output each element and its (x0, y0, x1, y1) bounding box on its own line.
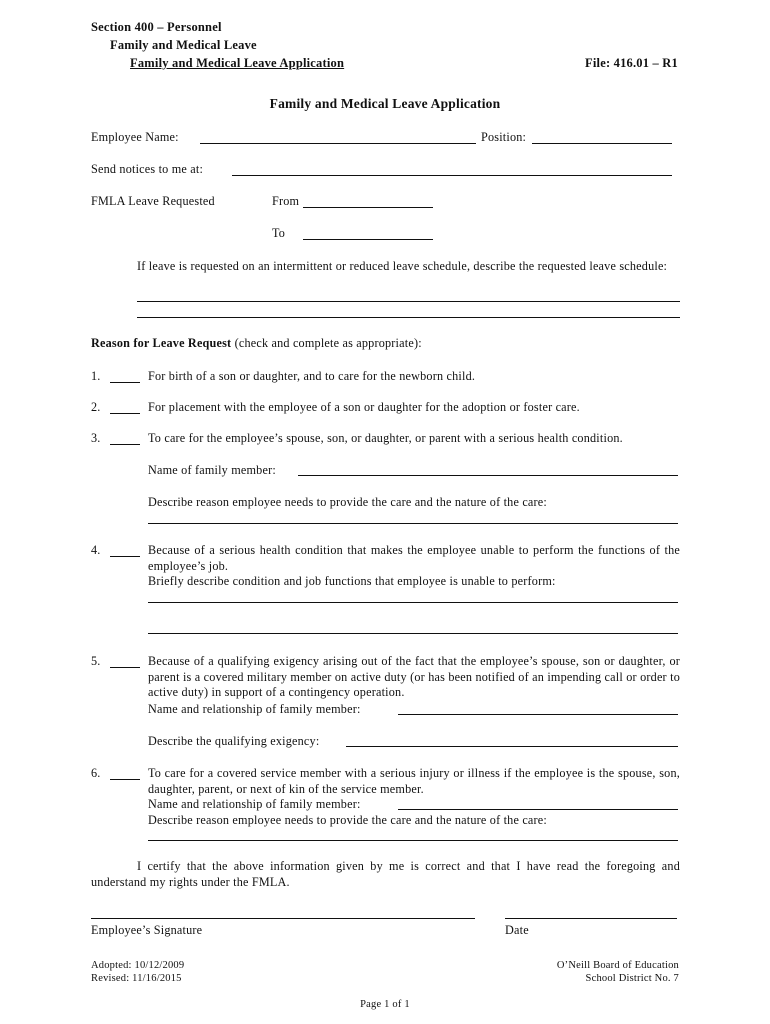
item-5-number: 5. (91, 654, 101, 668)
from-label: From (272, 194, 300, 208)
item-6-number: 6. (91, 766, 101, 780)
employee-signature-label: Employee’s Signature (91, 923, 203, 937)
date-line[interactable] (505, 918, 677, 919)
item-2-text: For placement with the employee of a son or daughter for the adoption or foster care. (148, 400, 580, 414)
item-3-care-reason-label: Describe reason employee needs to provide the care and the nature of the care: (148, 495, 547, 509)
policy-heading: Family and Medical Leave Application (130, 56, 345, 70)
send-notices-line[interactable] (232, 175, 672, 176)
page-title: Family and Medical Leave Application (269, 96, 501, 111)
item-3-care-reason-line[interactable] (148, 523, 678, 524)
employee-name-label: Employee Name: (91, 130, 179, 144)
item-3-number: 3. (91, 431, 101, 445)
leave-requested-label: FMLA Leave Requested (91, 194, 215, 208)
employee-signature-line[interactable] (91, 918, 475, 919)
item-6-family-member-label: Name and relationship of family member: (148, 797, 361, 811)
item-6-family-member-line[interactable] (398, 809, 678, 810)
reason-heading (91, 336, 422, 351)
subsection-heading: Family and Medical Leave (110, 38, 257, 52)
section-heading: Section 400 – Personnel (91, 20, 222, 34)
from-date-line[interactable] (303, 207, 433, 208)
item-5-family-member-label: Name and relationship of family member: (148, 702, 361, 716)
item-5-text: Because of a qualifying exigency arising out of the fact that the employee’s spouse, son or daughter, or parent is a covered military member on active duty (or has been notified of an impending call or order to active duty) in support of a contingency operation. (148, 654, 680, 699)
item-5-exigency-label: Describe the qualifying exigency: (148, 734, 320, 748)
item-1-checkbox[interactable] (110, 370, 140, 383)
item-3-family-member-label: Name of family member: (148, 463, 276, 477)
to-label: To (272, 226, 286, 240)
send-notices-label: Send notices to me at: (91, 162, 204, 176)
certification-statement: I certify that the above information given by me is correct and that I have read the foregoing and understand my rights under the FMLA. (91, 859, 680, 889)
file-number: File: 416.01 – R1 (585, 56, 678, 70)
item-4-condition-line-1[interactable] (148, 602, 678, 603)
item-3-family-member-line[interactable] (298, 475, 678, 476)
revised-date: Revised: 11/16/2015 (91, 973, 182, 984)
item-2-number: 2. (91, 400, 101, 414)
item-1-number: 1. (91, 369, 101, 383)
intermittent-instructions: If leave is requested on an intermittent or reduced leave schedule, describe the requested leave schedule: (137, 259, 668, 273)
to-date-line[interactable] (303, 239, 433, 240)
item-6-checkbox[interactable] (110, 767, 140, 780)
reason-heading-rest: (check and complete as appropriate): (231, 336, 422, 350)
item-5-checkbox[interactable] (110, 655, 140, 668)
adopted-date: Adopted: 10/12/2009 (91, 960, 185, 971)
item-4-condition-line-2[interactable] (148, 633, 678, 634)
reason-heading-bold: Reason for Leave Request (91, 336, 232, 350)
board-name: O’Neill Board of Education (556, 960, 679, 971)
item-5-family-member-line[interactable] (398, 714, 678, 715)
date-label: Date (505, 923, 529, 937)
item-6-text: To care for a covered service member with a serious injury or illness if the employee is the spouse, son, daughter, parent, or next of kin of the service member. (148, 766, 680, 796)
item-4-text: Because of a serious health condition that makes the employee unable to perform the functions of the employee’s job. (148, 543, 680, 573)
item-4-condition-label: Briefly describe condition and job functions that employee is unable to perform: (148, 574, 556, 588)
position-label: Position: (481, 130, 527, 144)
item-3-text: To care for the employee’s spouse, son, or daughter, or parent with a serious health condition. (148, 431, 623, 445)
intermittent-line-1[interactable] (137, 301, 680, 302)
item-1-text: For birth of a son or daughter, and to care for the newborn child. (148, 369, 476, 383)
district-name: School District No. 7 (585, 973, 679, 984)
item-6-care-reason-label: Describe reason employee needs to provide the care and the nature of the care: (148, 813, 547, 827)
item-4-checkbox[interactable] (110, 544, 140, 557)
employee-name-line[interactable] (200, 143, 476, 144)
item-4-number: 4. (91, 543, 101, 557)
item-6-care-reason-line[interactable] (148, 840, 678, 841)
item-5-exigency-line[interactable] (346, 746, 678, 747)
intermittent-line-2[interactable] (137, 317, 680, 318)
position-line[interactable] (532, 143, 672, 144)
page-number: Page 1 of 1 (360, 999, 410, 1010)
item-3-checkbox[interactable] (110, 432, 140, 445)
item-2-checkbox[interactable] (110, 401, 140, 414)
